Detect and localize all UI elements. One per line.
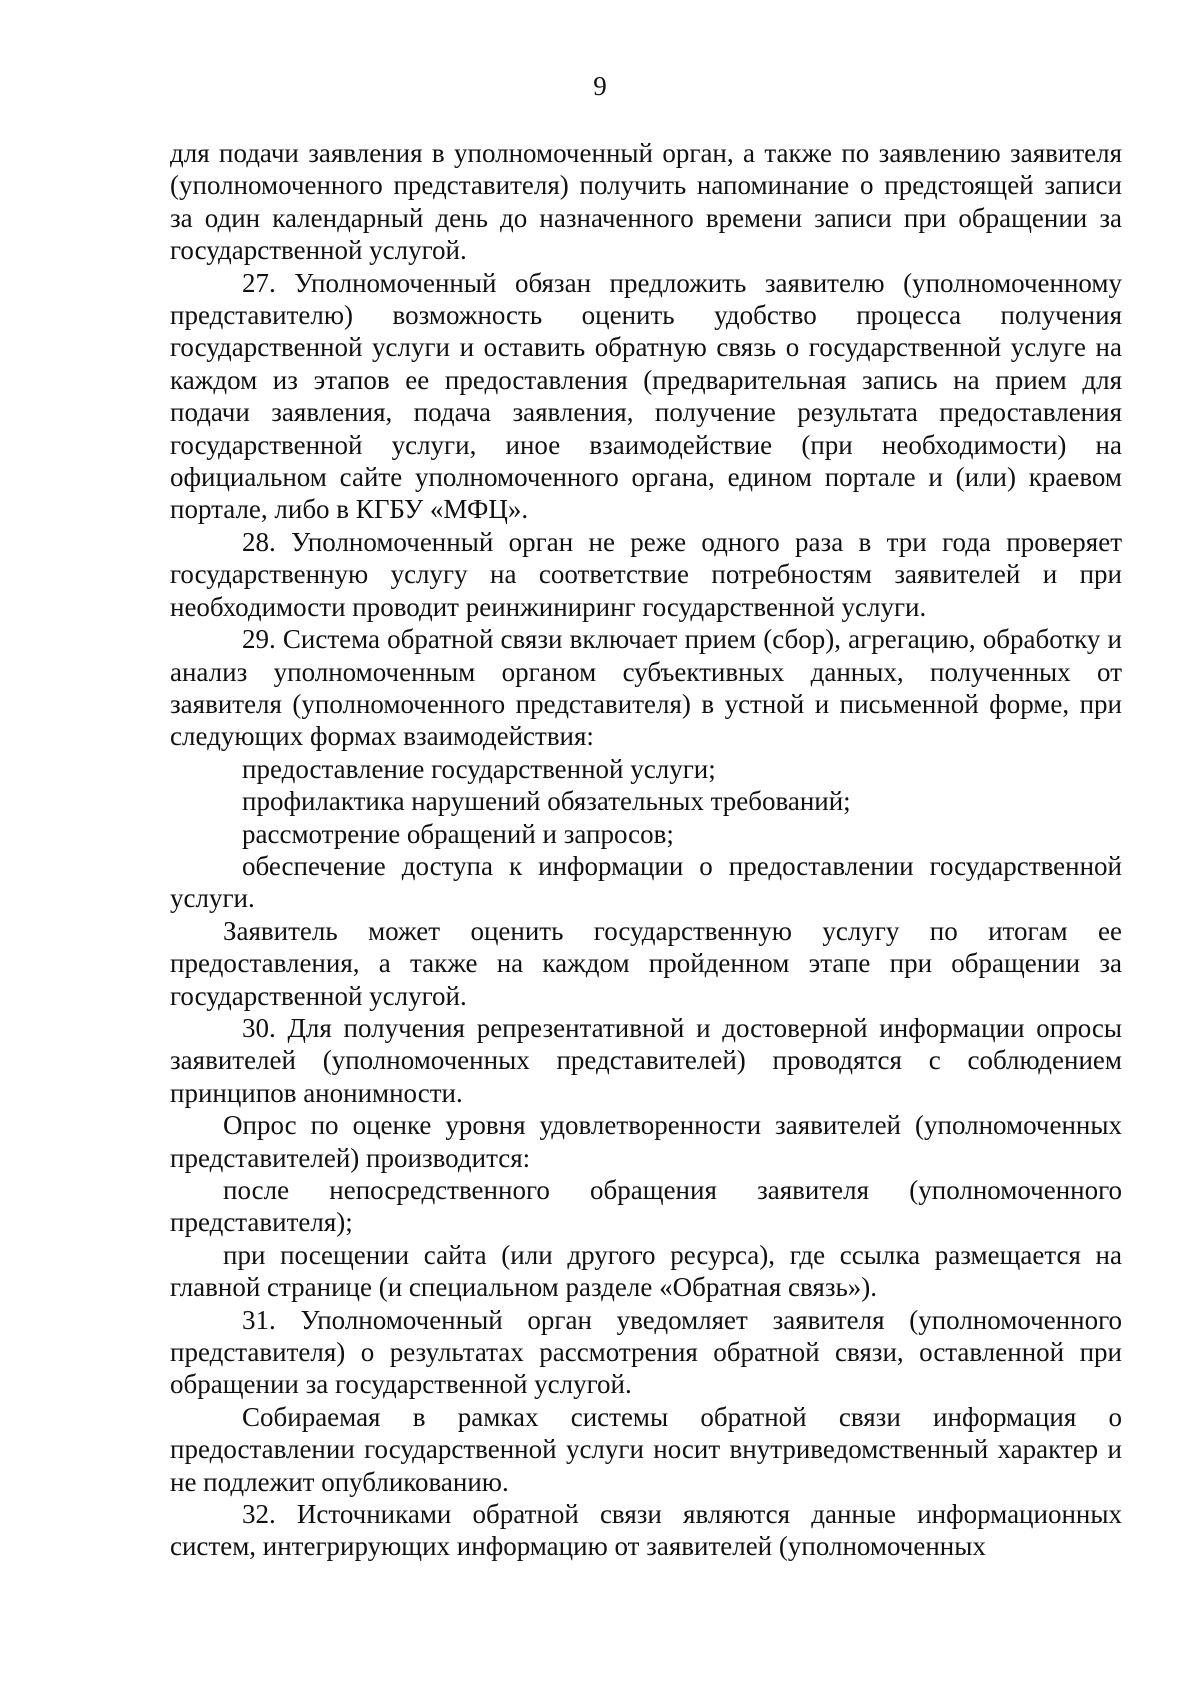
list-item-form-1: предоставление государственной услуги; [242,753,716,784]
paragraph-28: 28. Уполномоченный орган не реже одного раза в три года проверяет государственную услугу на соответствие потребностям заявителей и при необходимости проводит реинжиниринг государственной услуги. [170,526,1122,622]
list-item-survey-2: при посещении сайта (или другого ресурса), где ссылка размещается на главной странице (и специальном разделе «Обратная связь»). [170,1239,1122,1303]
document-body [170,137,1122,1563]
paragraph-29: 29. Система обратной связи включает прием (сбор), агрегацию, обработку и анализ уполномоченным органом субъективных данных, полученных от заявителя (уполномоченного представителя) в устной и письменной форме, при следующих формах взаимодействия: [170,624,1122,752]
list-item-form-4: обеспечение доступа к информации о предоставлении государственной услуги. [170,850,1122,914]
paragraph-32: 32. Источниками обратной связи являются данные информационных систем, интегрирующих информацию от заявителей (уполномоченных [170,1499,1122,1562]
list-item-survey-1: после непосредственного обращения заявителя (уполномоченного представителя); [170,1175,1122,1238]
page-number: 9 [593,71,607,101]
paragraph-applicant-rating: Заявитель может оценить государственную услугу по итогам ее предоставления, а также на каждом пройденном этапе при обращении за государственной услугой. [170,915,1122,1011]
paragraph-collected-info: Собираемая в рамках системы обратной связи информация о предоставлении государственной услуги носит внутриведомственный характер и не подлежит опубликованию. [170,1401,1122,1497]
paragraph-31: 31. Уполномоченный орган уведомляет заявителя (уполномоченного представителя) о результатах рассмотрения обратной связи, оставленной при обращении за государственной услугой. [170,1304,1122,1400]
paragraph-survey: Опрос по оценке уровня удовлетворенности заявителей (уполномоченных представителей) производится: [170,1110,1122,1173]
paragraph-30: 30. Для получения репрезентативной и достоверной информации опросы заявителей (уполномоченных представителей) проводятся с соблюдением принципов анонимности. [170,1012,1122,1108]
paragraph-27: 27. Уполномоченный обязан предложить заявителю (уполномоченному представителю) возможность оценить удобство процесса получения государственной услуги и оставить обратную связь о государственной услуге на каждом из этапов ее предоставления (предварительная запись на прием для подачи заявления, подача заявления, получение результата предоставления государственной услуги, иное взаимодействие (при необходимости) на официальном сайте уполномоченного органа, едином портале и (или) краевом портале, либо в КГБУ «МФЦ». [170,267,1122,525]
list-item-form-3: рассмотрение обращений и запросов; [242,818,674,849]
paragraph-continuation: для подачи заявления в уполномоченный орган, а также по заявлению заявителя (уполномоченного представителя) получить напоминание о предстоящей записи за один календарный день до назначенного времени записи при обращении за государственной услугой. [170,138,1122,266]
list-item-form-2: профилактика нарушений обязательных требований; [242,786,851,817]
